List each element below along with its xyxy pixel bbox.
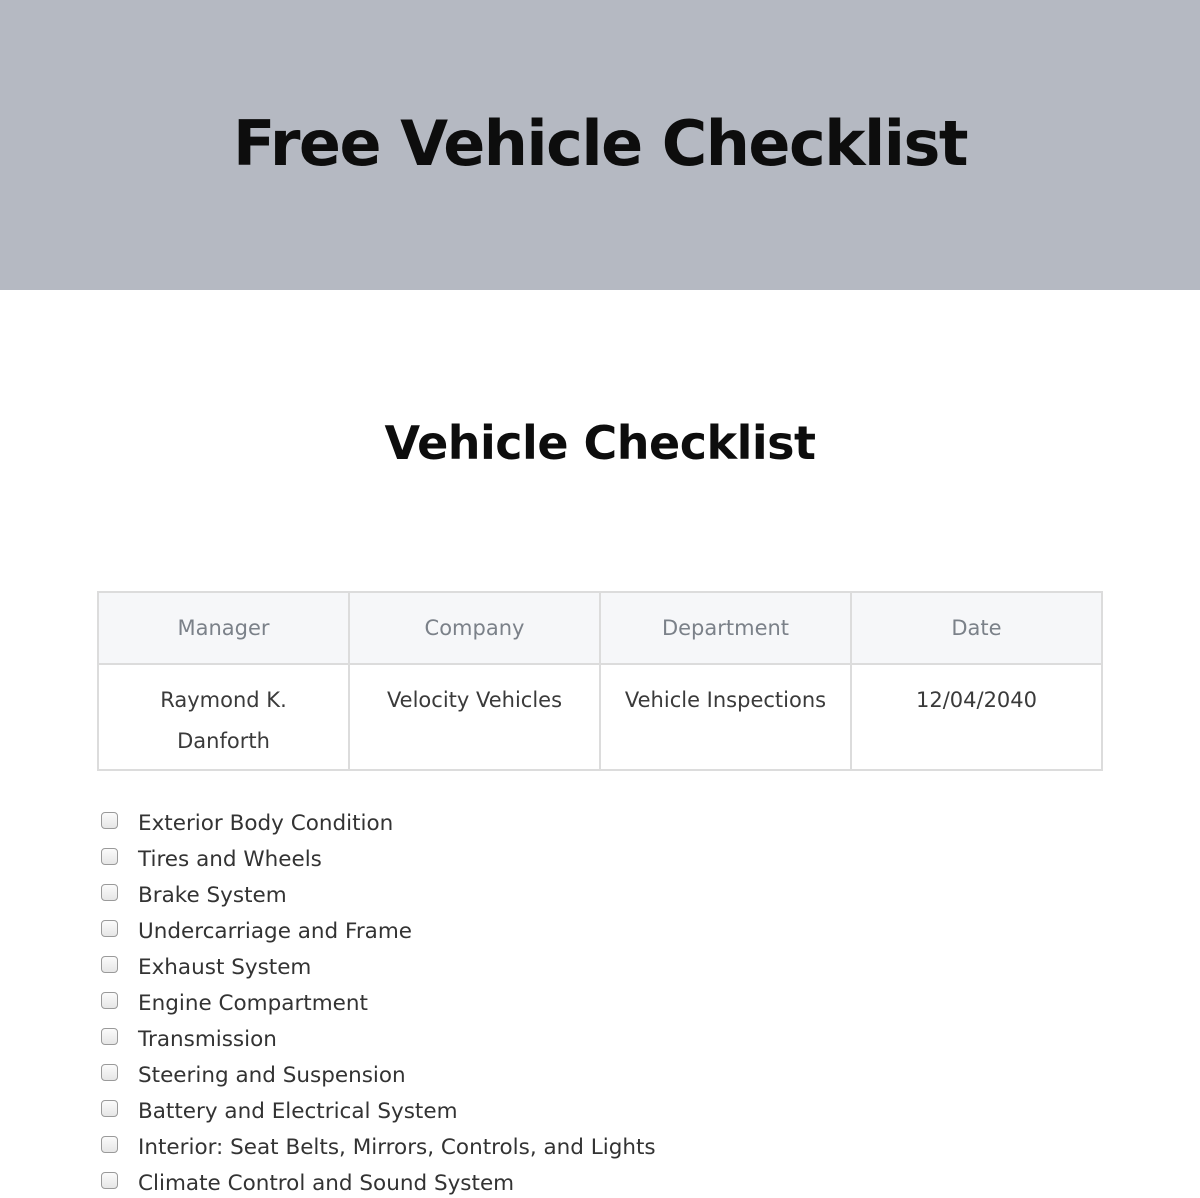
banner	[0, 0, 1200, 290]
info-table	[97, 591, 1103, 771]
checklist-item-label: Interior: Seat Belts, Mirrors, Controls, and Lights	[138, 1135, 656, 1160]
value-company: Velocity Vehicles	[349, 664, 600, 770]
checklist-item-label: Climate Control and Sound System	[138, 1171, 515, 1196]
checklist-item-label: Transmission	[138, 1027, 277, 1052]
checkbox[interactable]	[101, 1136, 118, 1153]
checklist-item	[100, 843, 1100, 879]
info-table-value-row	[98, 664, 1102, 770]
checkbox[interactable]	[101, 1028, 118, 1045]
checkbox[interactable]	[101, 1172, 118, 1189]
checklist-item	[100, 1167, 1100, 1198]
checklist-item-label: Tires and Wheels	[138, 847, 322, 872]
header-date: Date	[851, 592, 1102, 664]
checkbox[interactable]	[101, 992, 118, 1009]
checklist-item-label: Exterior Body Condition	[138, 811, 394, 836]
checklist-item	[100, 879, 1100, 915]
value-manager: Raymond K. Danforth	[98, 664, 349, 770]
checklist-item	[100, 1131, 1100, 1167]
value-date: 12/04/2040	[851, 664, 1102, 770]
checklist-item	[100, 915, 1100, 951]
header-manager: Manager	[98, 592, 349, 664]
checklist-item	[100, 807, 1100, 843]
checkbox[interactable]	[101, 1100, 118, 1117]
checkbox[interactable]	[101, 848, 118, 865]
info-table-header-row	[98, 592, 1102, 664]
header-department: Department	[600, 592, 851, 664]
checklist-item	[100, 987, 1100, 1023]
checklist	[100, 807, 1100, 1198]
checkbox[interactable]	[101, 956, 118, 973]
checklist-item	[100, 1095, 1100, 1131]
checkbox[interactable]	[101, 812, 118, 829]
checklist-item	[100, 1059, 1100, 1095]
checklist-item-label: Undercarriage and Frame	[138, 919, 413, 944]
page-title: Vehicle Checklist	[384, 416, 816, 470]
checklist-item	[100, 951, 1100, 987]
checklist-item	[100, 1023, 1100, 1059]
checklist-item-label: Brake System	[138, 883, 287, 908]
checkbox[interactable]	[101, 884, 118, 901]
header-company: Company	[349, 592, 600, 664]
checklist-item-label: Steering and Suspension	[138, 1063, 406, 1088]
checkbox[interactable]	[101, 1064, 118, 1081]
banner-title: Free Vehicle Checklist	[232, 107, 968, 180]
checklist-item-label: Exhaust System	[138, 955, 312, 980]
checkbox[interactable]	[101, 920, 118, 937]
value-department: Vehicle Inspections	[600, 664, 851, 770]
checklist-item-label: Battery and Electrical System	[138, 1099, 458, 1124]
checklist-item-label: Engine Compartment	[138, 991, 368, 1016]
